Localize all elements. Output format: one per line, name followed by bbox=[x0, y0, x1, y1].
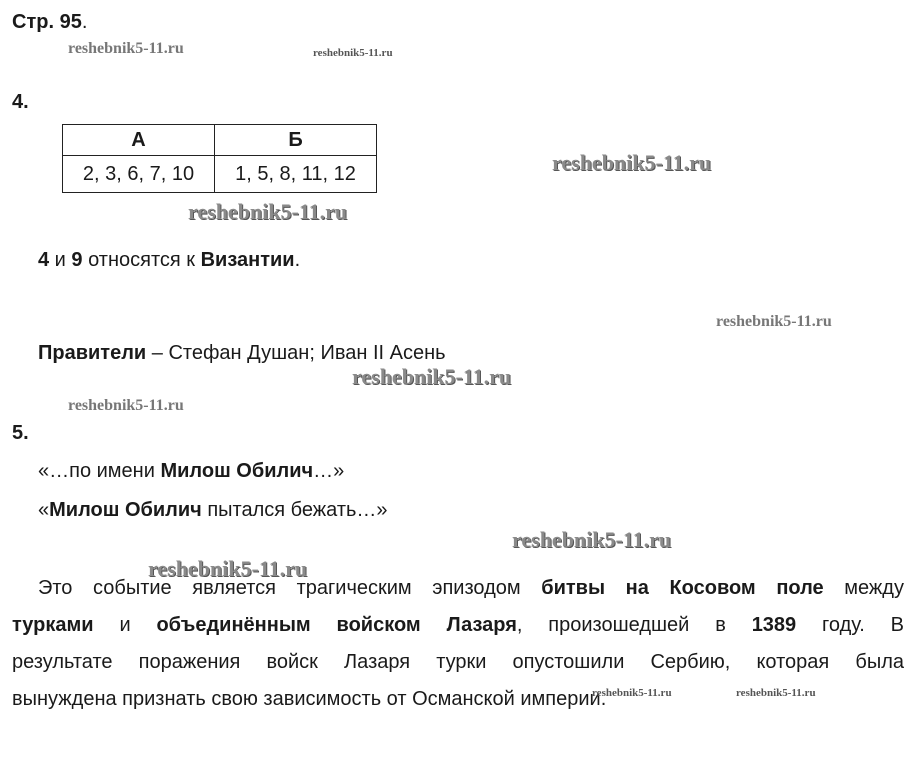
watermark: reshebnik5-11.ru bbox=[592, 687, 672, 699]
table-header-a: А bbox=[63, 125, 215, 156]
watermark: reshebnik5-11.ru bbox=[512, 527, 672, 552]
watermark: reshebnik5-11.ru bbox=[188, 199, 348, 224]
page-number: Стр. 95. bbox=[12, 11, 88, 33]
quote-2: «Милош Обилич пытался бежать…» bbox=[38, 499, 388, 521]
quote-1: «…по имени Милош Обилич…» bbox=[38, 460, 345, 482]
table-header-row bbox=[63, 125, 377, 156]
byzantium-statement: 4 и 9 относятся к Византии. bbox=[38, 249, 301, 271]
table-cell-a: 2, 3, 6, 7, 10 bbox=[63, 156, 215, 193]
rulers-statement: Правители – Стефан Душан; Иван II Асень bbox=[38, 342, 446, 364]
watermark: reshebnik5-11.ru bbox=[68, 40, 184, 57]
watermark: reshebnik5-11.ru bbox=[736, 687, 816, 699]
watermark: reshebnik5-11.ru bbox=[68, 397, 184, 414]
table-header-b: Б bbox=[215, 125, 377, 156]
watermark: reshebnik5-11.ru bbox=[716, 313, 832, 330]
paragraph-line-2: турками и объединённым войском Лазаря, произошедшей в 1389 году. В bbox=[12, 614, 904, 636]
paragraph-line-4: вынуждена признать свою зависимость от Османской империи. bbox=[12, 688, 607, 710]
paragraph-line-3: результате поражения войск Лазаря турки опустошили Сербию, которая была bbox=[12, 651, 904, 673]
watermark: reshebnik5-11.ru bbox=[552, 150, 712, 175]
answer-table bbox=[62, 124, 377, 193]
watermark: reshebnik5-11.ru bbox=[313, 47, 393, 59]
table-row bbox=[63, 156, 377, 193]
task-4-number: 4. bbox=[12, 91, 29, 113]
watermark: reshebnik5-11.ru bbox=[148, 556, 308, 581]
task-5-number: 5. bbox=[12, 422, 29, 444]
paragraph-line-1: Это событие является трагическим эпизодом битвы на Косовом поле между bbox=[38, 577, 904, 599]
watermark: reshebnik5-11.ru bbox=[352, 364, 512, 389]
table-cell-b: 1, 5, 8, 11, 12 bbox=[215, 156, 377, 193]
